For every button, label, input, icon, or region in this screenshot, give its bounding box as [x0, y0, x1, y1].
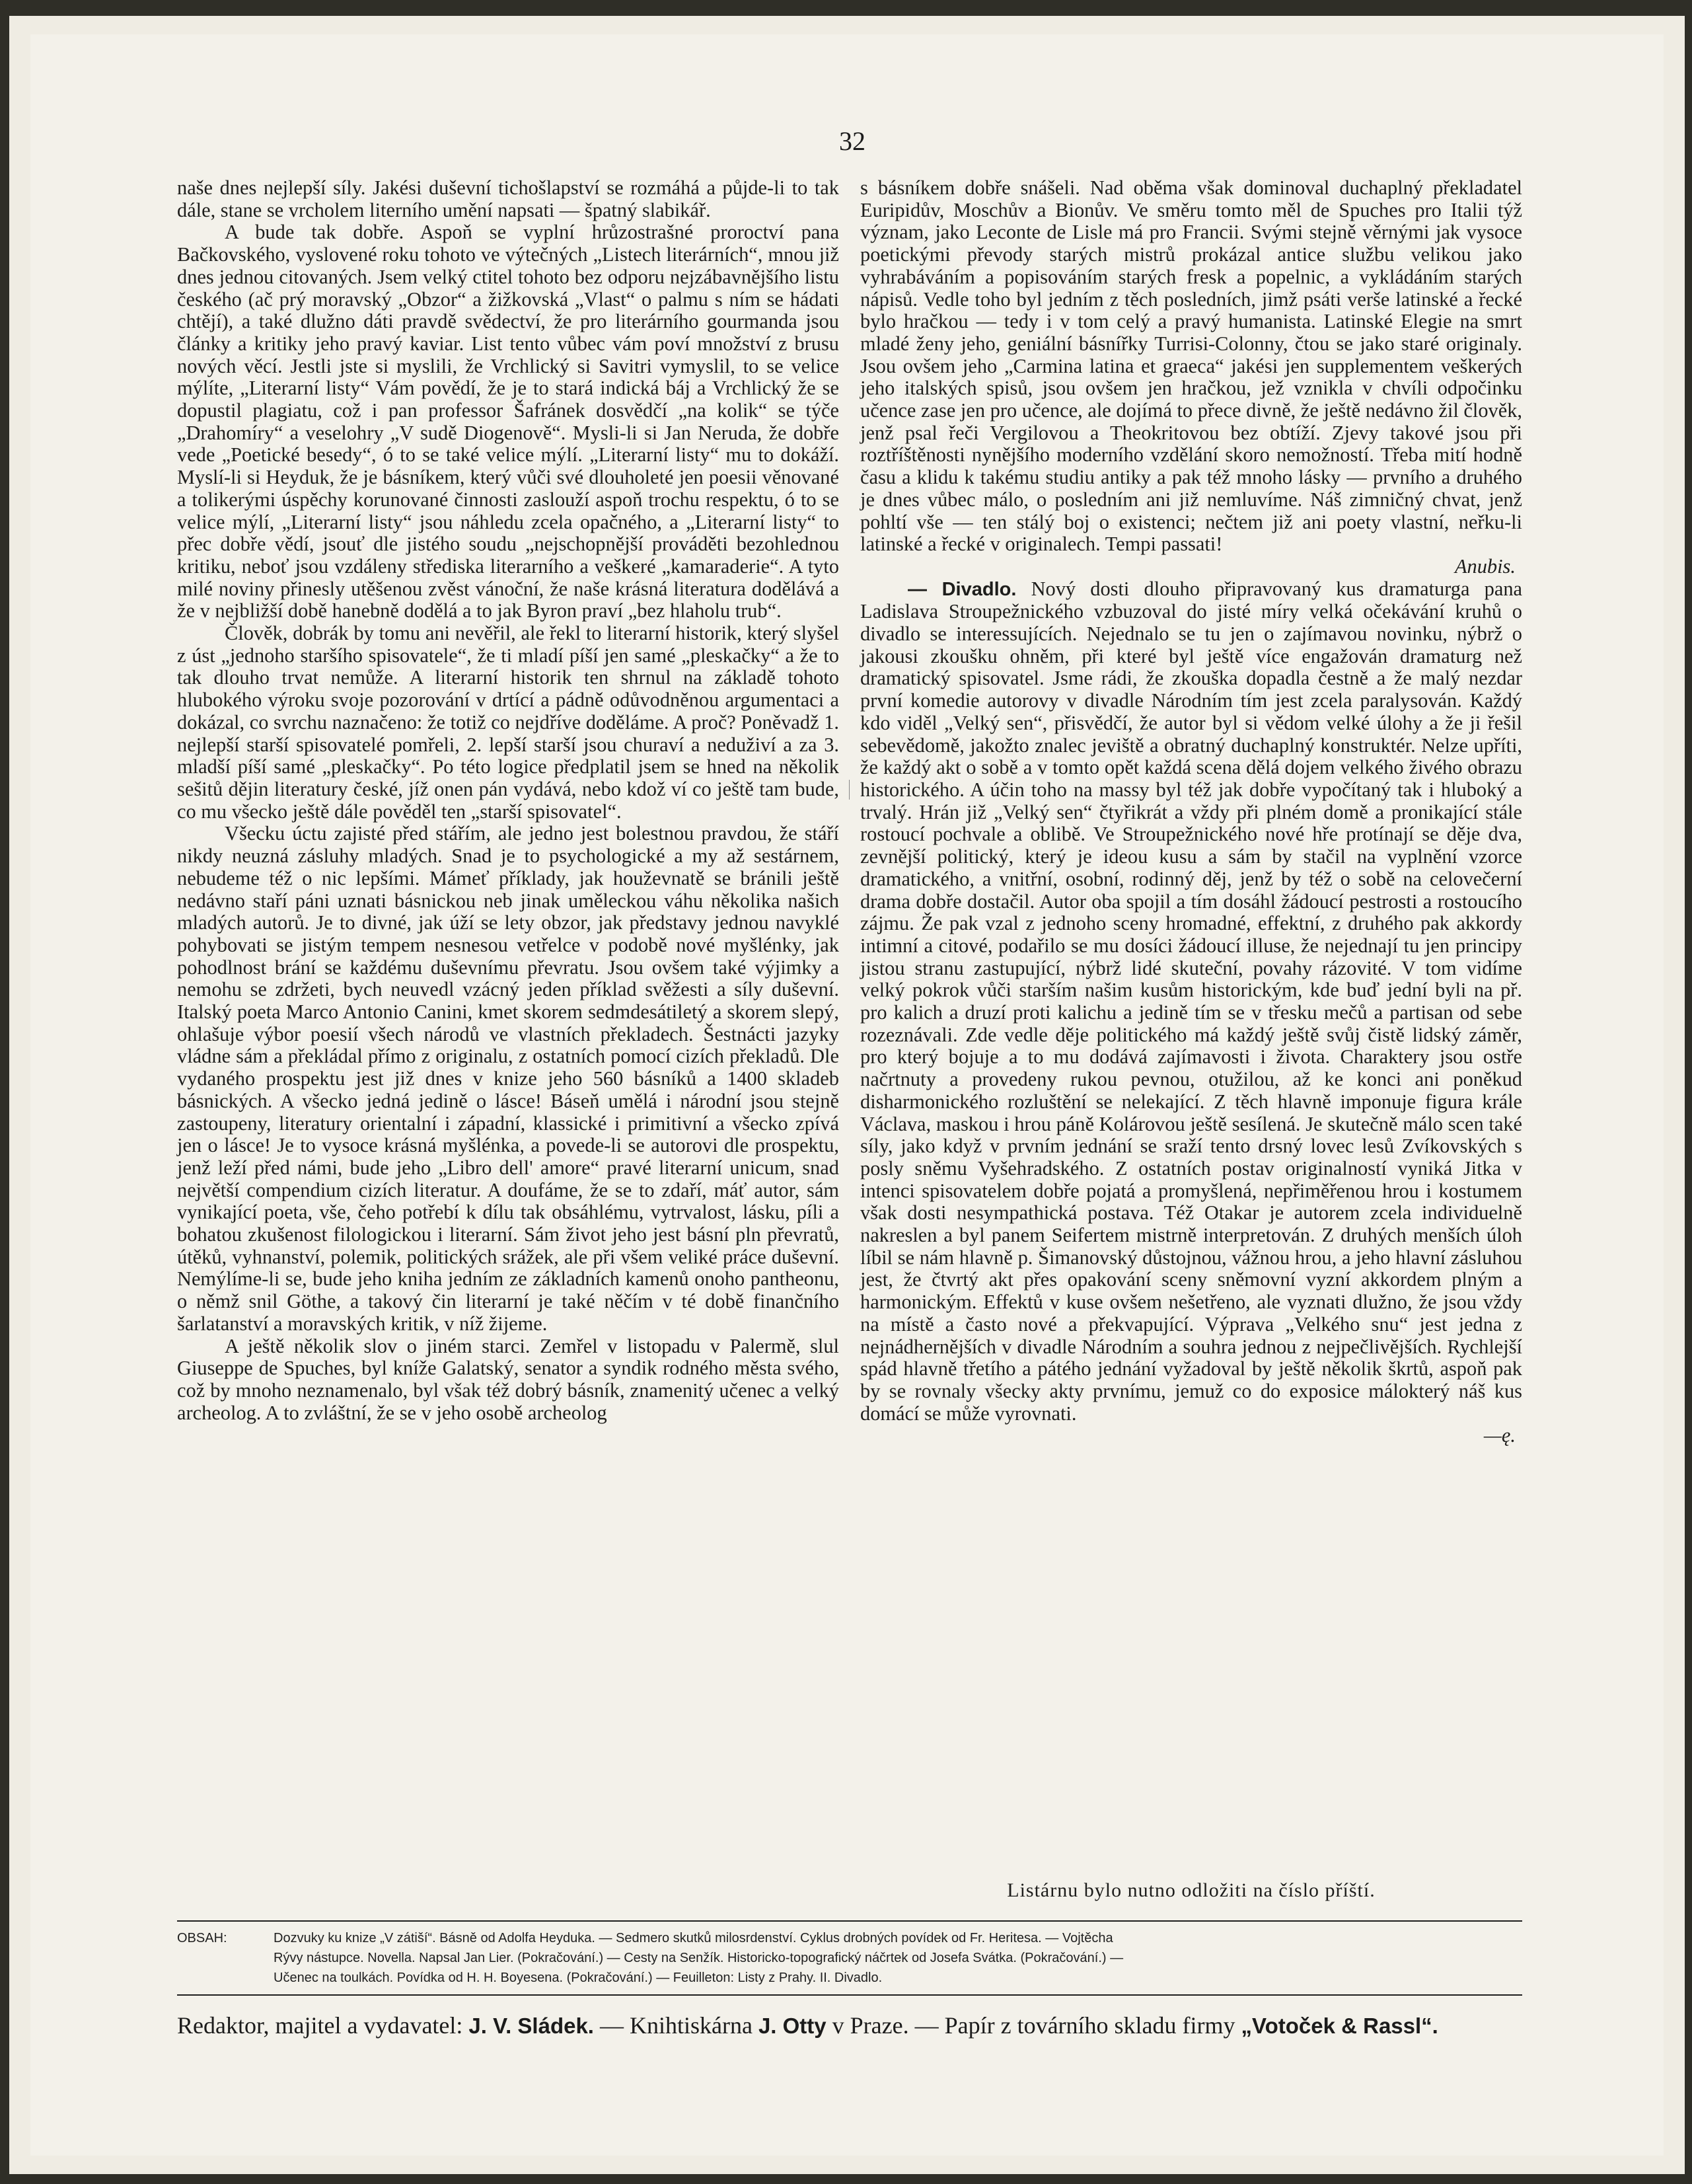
paper-firm: „Votoček & Rassl“. — [1241, 2014, 1438, 2038]
imprint-text: Redaktor, majitel a vydavatel: — [177, 2012, 469, 2039]
contents-line: Dozvuky ku knize „V zátiší“. Básně od Adolfa Heyduka. — Sedmero skutků milosrdenství. Cyklus drobných povídek od Fr. Heritesa. — Vojtěcha — [274, 1931, 1113, 1945]
divider-bottom — [177, 1994, 1522, 1996]
contents-line: Učenec na toulkách. Povídka od H. H. Boyesena. (Pokračování.) — Feuilleton: Listy z Prahy. II. Divadlo. — [274, 1971, 883, 1985]
paragraph: A bude tak dobře. Aspoň se vyplní hrůzostrašné proroctví pana Bačkovského, vyslovené roku tohoto ve výtečných „Listech literárních“, mnou již dnes jednou citovaných. Jsem velký ctitel tohoto bez odporu nejzábavnějšího listu českého (ač prý moravský „Obzor“ a žižkovská „Vlast“ o palmu s ním se hádati chtějí), a také dlužno dáti pravdě svědectví, že pro literárního gourmanda jsou články a kritiky jeho pravý kaviar. List tento vůbec vám poví množství z brusu nových věcí. Jestli jste si myslili, že Vrchlický si Savitri vymyslil, to se velice mýlíte, „Literarní listy“ Vám povědí, že je to stará indická báj a Vrchlický že se dopustil plagiatu, což i pan professor Šafránek dosvědčí „na kolik“ se týče „Drahomíry“ a veselohry „V sudě Diogenově“. Mysli-li si Jan Neruda, že dobře vede „Poetické besedy“, ó to se také velice mýlí. „Literarní listy“ mu to dokáží. Myslí-li si Heyduk, že je básníkem, který vůči své dlouholeté jen poesii věnované a tolikerými úspěchy korunované činnosti zaslouží aspoň trochu respektu, ó to se velice mýlí, „Literarní listy“ jsou náhledu zcela opačného, a „Literarní listy“ to přec dobře vědí, jsouť dle jistého soudu „nejschopnější prováděti bezohlednou kritiku, neboť jsou vzdáleny střediska literarního a veškeré „kamaraderie“. A tyto milé noviny přinesly utěšenou zvěst vánoční, že naše krásná literatura dodělává a že v nejbližší době hanebně dodělá a to jak Byron praví „bez hlaholu trub“. — [177, 221, 839, 622]
theatre-heading: — Divadlo. — [908, 578, 1017, 600]
column-divider — [849, 780, 850, 800]
contents-label: OBSAH: — [177, 1931, 227, 1945]
paragraph: A ještě několik slov o jiném starci. Zemřel v listopadu v Palermě, slul Giuseppe de Spuches, byl kníže Galatský, senator a syndik rodného města svého, což by mnoho neznamenalo, byl však též dobrý básník, znamenitý učenec a velký archeolog. A to zvláštní, že se v jeho osobě archeolog — [177, 1334, 839, 1424]
theatre-text: Nový dosti dlouho připravovaný kus dramaturga pana Ladislava Stroupežnického vzbuzoval do jisté míry velká očekávání kruhů o divadlo se interessujících. Nejednalo se tu jen o zajímavou novinku, nýbrž o jakousi zkoušku ohněm, při které byl ještě více engažován dramaturg než dramatický spisovatel. Jsme rádi, že zkouška dopadla čestně a že malý nezdar první komedie autorovy v divadle Národním tím jest zcela paralysován. Každý kdo viděl „Velký sen“, přisvědčí, že autor byl si vědom velké úlohy a že ji řešil sebevědomě, jakožto znalec jeviště a obratný duchaplný konstruktér. Nelze upříti, že každý akt o sobě a v tomto opět každá scena dělá dojem velkého živého obrazu historického. A účin toho na massy byl též jak dobře vypočítaný tak i hluboký a trvalý. Hrán již „Velký sen“ čtyřikrát a vždy při plném domě a pronikající stále rostoucí pochvale a oblibě. Ve Stroupežnického nové hře protínají se děje dva, zevnější politický, který je ideou kusu a sám by stačil na vyplnění vzorce dramatického, a vnitřní, osobní, rodinný děj, jenž by též o sobě na celovečerní drama dobře dostačil. Autor oba spojil a tím dosáhl žádoucí pestrosti a rostoucího zájmu. Že pak vzal z jednoho sceny hromadné, effektní, z druhého pak akkordy intimní a citové, podařilo se mu dosíci žádoucí illuse, že nejednají tu jen principy jistou stranu zastupující, nýbrž lidé skuteční, povahy rázovité. V tom vidíme velký pokrok vůči starším našim kusům historickým, kde buď jední byli na př. pro kalich a druzí proti kalichu a jedině tím se v třesku mečů a partisan od sebe rozeznávali. Zde vedle děje politického má každý ještě svůj čistě lidský záměr, pro který bojuje a to mu dodává zajímavosti i života. Charaktery jsou ostře načrtnuty a provedeny rukou pevnou, otužilou, až ke konci ani poněkud disharmonického rozluštění se nelekající. Z těch hlavně imponuje figura krále Václava, maskou i hrou páně Kolárovou ještě sesílená. Je skutečně málo scen také síly, jako když v prvním jednání se sraží tento drsný lovec lesů Zvíkovských s posly sněmu Vyšehradského. Z ostatních postav originalností vyniká Jitka v intenci spisovatelem dobře pojatá a promyšlená, nepřiměřenou hrou i kostumem však dosti nesympathická postava. Též Otakar je autorem zcela individuelně nakreslen a byl panem Seifertem mistrně interpretován. Z druhých menších úloh líbil se nám hlavně p. Šimanovský důstojnou, vážnou hrou, a jeho hlavní zásluhou jest, že čtvrtý akt přes opakování sceny sněmovní vyzní akkordem plným a harmonickým. Effektů v kuse ovšem nešetřeno, ale vyznati dlužno, že jsou vždy na místě a často nové a překvapující. Výprava „Velkého snu“ jest jedna z nejnádhernějších v divadle Národním a souhra jednou z nejpečlivějších. Rychlejší spád hlavně třetího a pátého jednání vyžadoval by ještě několik škrtů, aspoň pak by se rovnaly všecky akty prvnímu, jemuž co do exposice málokterý náš kus domácí se může vyrovnati. — [860, 577, 1523, 1425]
theatre-paragraph — [860, 578, 1522, 1425]
signature-anubis: Anubis. — [1454, 554, 1516, 578]
paragraph: Všecku úctu zajisté před stářím, ale jedno jest bolestnou pravdou, že stáří nikdy neuzná zásluhy mladých. Snad je to psychologické a my až sestárnem, nebudeme též o nic lepšími. Mámeť příklady, jak houževnatě se bránili ještě nedávno staří páni uznati básnickou neb jinak uměleckou váhu několika našich mladých autorů. Je to divné, jak úží se lety obzor, jak představy jednou navyklé pohybovati se jistým tempem nesnesou vetřelce v podobě nové myšlénky, jak pohodlnost brání se každému duševnímu převratu. Jsou ovšem také výjimky a nemohu se zdržeti, bych neuvedl vzácný jeden příklad svěžesti a síly duševní. Italský poeta Marco Antonio Canini, kmet skorem sedmdesátiletý a skorem slepý, ohlašuje výbor poesií všech národů ve vlastních překladech. Šestnácti jazyky vládne sám a překládal přímo z originalu, z ostatních pomocí cizích překladů. Dle vydaného prospektu jest již dnes v knize jeho 560 básníků a 1400 skladeb básnických. A všecko jedná jedině o lásce! Báseň umělá i národní jsou stejně zastoupeny, literatury orientalní i západní, klassické i primitivní a všecko zpívá jen o lásce! Je to vysoce krásná myšlénka, a povede-li se autorovi dle prospektu, jenž leží před námi, bude jeho „Libro dell' amore“ pravé literarní unicum, snad největší compendium cizích literatur. A doufáme, že se to zdaří, máť autor, sám vynikající poeta, vše, čeho potřebí k dílu tak obsáhlému, vytrvalost, lásku, píli a bohatou zkušenost filologickou i literarní. Sám život jeho jest básní pln převratů, útěků, vyhnanství, polemik, politických srážek, ale při všem veliké práce duševní. Nemýlíme-li se, bude jeho kniha jedním ze základních kamenů onoho pantheonu, o němž snil Göthe, a takový čin literarní je také něčím v té době finančního šarlatanství a moravských kritik, v níž žijeme. — [177, 822, 839, 1335]
table-of-contents — [177, 1928, 1522, 1988]
left-column — [177, 177, 839, 1424]
printer-name: J. Otty — [758, 2014, 827, 2038]
paragraph: s básníkem dobře snášeli. Nad oběma však dominoval duchaplný překladatel Euripidův, Moschův a Bionův. Ve směru tomto měl de Spuches pro Italii týž význam, jako Leconte de Lisle má pro Francii. Svými stejně věrnými jak vysoce poetickými převody starých mistrů prokázal antice službu velikou jako vyhrabáváním a popisováním starých fresk a popelnic, a vykládáním starých nápisů. Vedle toho byl jedním z těch posledních, jimž psáti verše latinské a řecké bylo hračkou — tedy i v tom celý a pravý humanista. Latinské Elegie na smrt mladé ženy jeho, geniální básnířky Turrisi-Colonny, čtou se jako staré originaly. Jsou ovšem jeho „Carmina latina et graeca“ jakési jen supplementem veškerých jeho italských spisů, jsou ovšem jen hračkou, jež vznikla v chvíli odpočinku učence zase jen pro učence, ale dojímá to přece divně, že ještě nedávno žil člověk, jenž psal řeči Vergilovou a Theokritovou bez obtíží. Zjevy takové jsou při roztříštěnosti nynějšího moderního vzdělání skoro nemožností. Třeba mití hodně času a klidu k takému studiu antiky a pak též mnoho lásky — prvního a druhého je dnes vůbec málo, o posledním ani již nemluvíme. Náš zimničný chvat, jenž pohltí vše — ten stálý boj o existenci; nečtem již ani poety vlastní, neřku-li latinské a řecké v originalech. Tempi passati! — [860, 176, 1522, 556]
signature-e: —ę. — [1483, 1424, 1516, 1447]
imprint-text: v Praze. — Papír z továrního skladu firmy — [826, 2012, 1241, 2039]
divider-top — [177, 1920, 1522, 1922]
imprint-text: — Knihtiskárna — [593, 2012, 758, 2039]
editorial-notice: Listárnu bylo nutno odložiti na číslo příští. — [1007, 1879, 1376, 1901]
contents-line: Rývy nástupce. Novella. Napsal Jan Lier. (Pokračování.) — Cesty na Senžík. Historicko-topografický náčrtek od Josefa Svátka. (Pokračování.) — — [274, 1951, 1124, 1965]
paragraph: Člověk, dobrák by tomu ani nevěřil, ale řekl to literarní historik, který slyšel z úst „jednoho staršího spisovatele“, že ti mladí píší jen samé „pleskačky“ a že to tak dlouho trvat nemůže. A literarní historik ten shrnul na základě tohoto hlubokého výroku svoje pozorování v drtící a pádně odůvodněnou argumentaci a dokázal, co svrchu naznačeno: že totiž co nejdříve doděláme. A proč? Poněvadž 1. nejlepší starší spisovatelé pomřeli, 2. lepší starší jsou churaví a neduživí a za 3. mladší píší samé „pleskačky“. Po této logice předplatil jsem se hned na několik sešitů dějin literatury české, jíž onen pán vydává, nebo kdož ví co ještě tam bude, co mu všecko ještě dále pověděl ten „starší spisovatel“. — [177, 622, 839, 823]
imprint — [177, 2012, 1522, 2039]
right-column — [860, 177, 1522, 1447]
editor-name: J. V. Sládek. — [468, 2014, 594, 2038]
paragraph: naše dnes nejlepší síly. Jakési duševní tichošlapství se rozmáhá a půjde-li to tak dále, stane se vrcholem literního umění napsati — špatný slabikář. — [177, 176, 839, 221]
page-number: 32 — [839, 126, 865, 156]
